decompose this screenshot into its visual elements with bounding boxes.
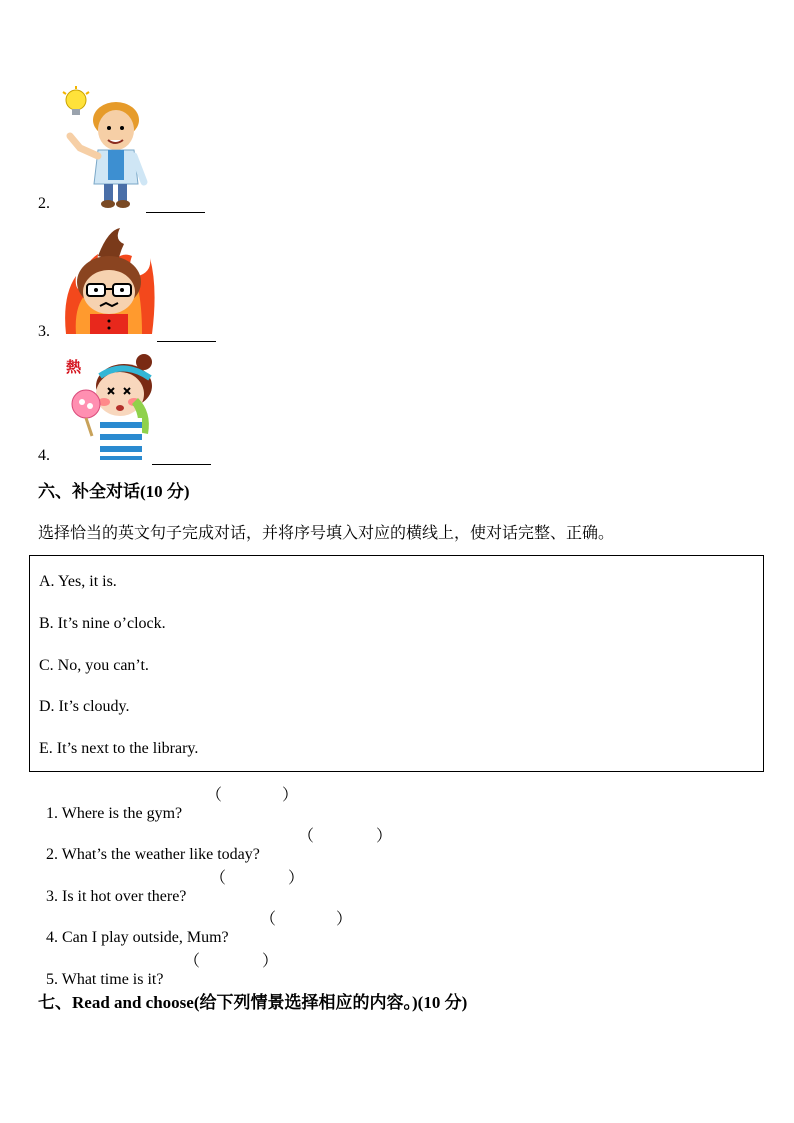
answer-paren-open[interactable]: （ (206, 787, 223, 804)
option-b: B. It’s nine o’clock. (39, 615, 166, 632)
options-box (29, 555, 764, 772)
item-number: 2. (38, 195, 50, 212)
answer-paren-close: ） (376, 828, 393, 845)
hot-character: 熱 (66, 358, 82, 376)
answer-paren-open[interactable]: （ (210, 870, 227, 887)
option-c: C. No, you can’t. (39, 657, 149, 674)
answer-paren-close: ） (262, 953, 279, 970)
question-text: 2. What’s the weather like today? (46, 846, 260, 863)
question-text: 3. Is it hot over there? (46, 888, 187, 905)
question-text: 5. What time is it? (46, 971, 164, 988)
answer-blank[interactable] (152, 463, 211, 465)
item-number: 3. (38, 323, 50, 340)
section-6-instruction: 选择恰当的英文句子完成对话，并将序号填入对应的横线上，使对话完整、正确。 (38, 523, 615, 542)
question-4 (38, 911, 229, 947)
option-e: E. It’s next to the library. (39, 740, 199, 757)
question-5 (38, 953, 163, 989)
question-2 (38, 828, 260, 864)
option-d: D. It’s cloudy. (39, 698, 130, 715)
answer-blank[interactable] (146, 211, 205, 213)
answer-paren-close: ） (336, 911, 353, 928)
angry-girl-icon (62, 226, 156, 336)
answer-paren-close: ） (288, 870, 305, 887)
question-text: 4. Can I play outside, Mum? (46, 929, 229, 946)
question-3 (38, 870, 186, 906)
answer-blank[interactable] (157, 340, 216, 342)
question-text: 1. Where is the gym? (46, 805, 183, 822)
answer-paren-open[interactable]: （ (298, 828, 315, 845)
section-7-title: 七、Read and choose(给下列情景选择相应的内容。)(10 分) (38, 993, 468, 1012)
answer-paren-open[interactable]: （ (184, 953, 201, 970)
answer-paren-close: ） (282, 787, 299, 804)
answer-paren-open[interactable]: （ (260, 911, 277, 928)
option-a: A. Yes, it is. (39, 573, 117, 590)
hot-girl-icon (66, 352, 158, 460)
item-number: 4. (38, 447, 50, 464)
idea-boy-icon (58, 86, 150, 210)
question-1 (38, 787, 182, 823)
section-6-title: 六、补全对话(10 分) (38, 482, 190, 501)
